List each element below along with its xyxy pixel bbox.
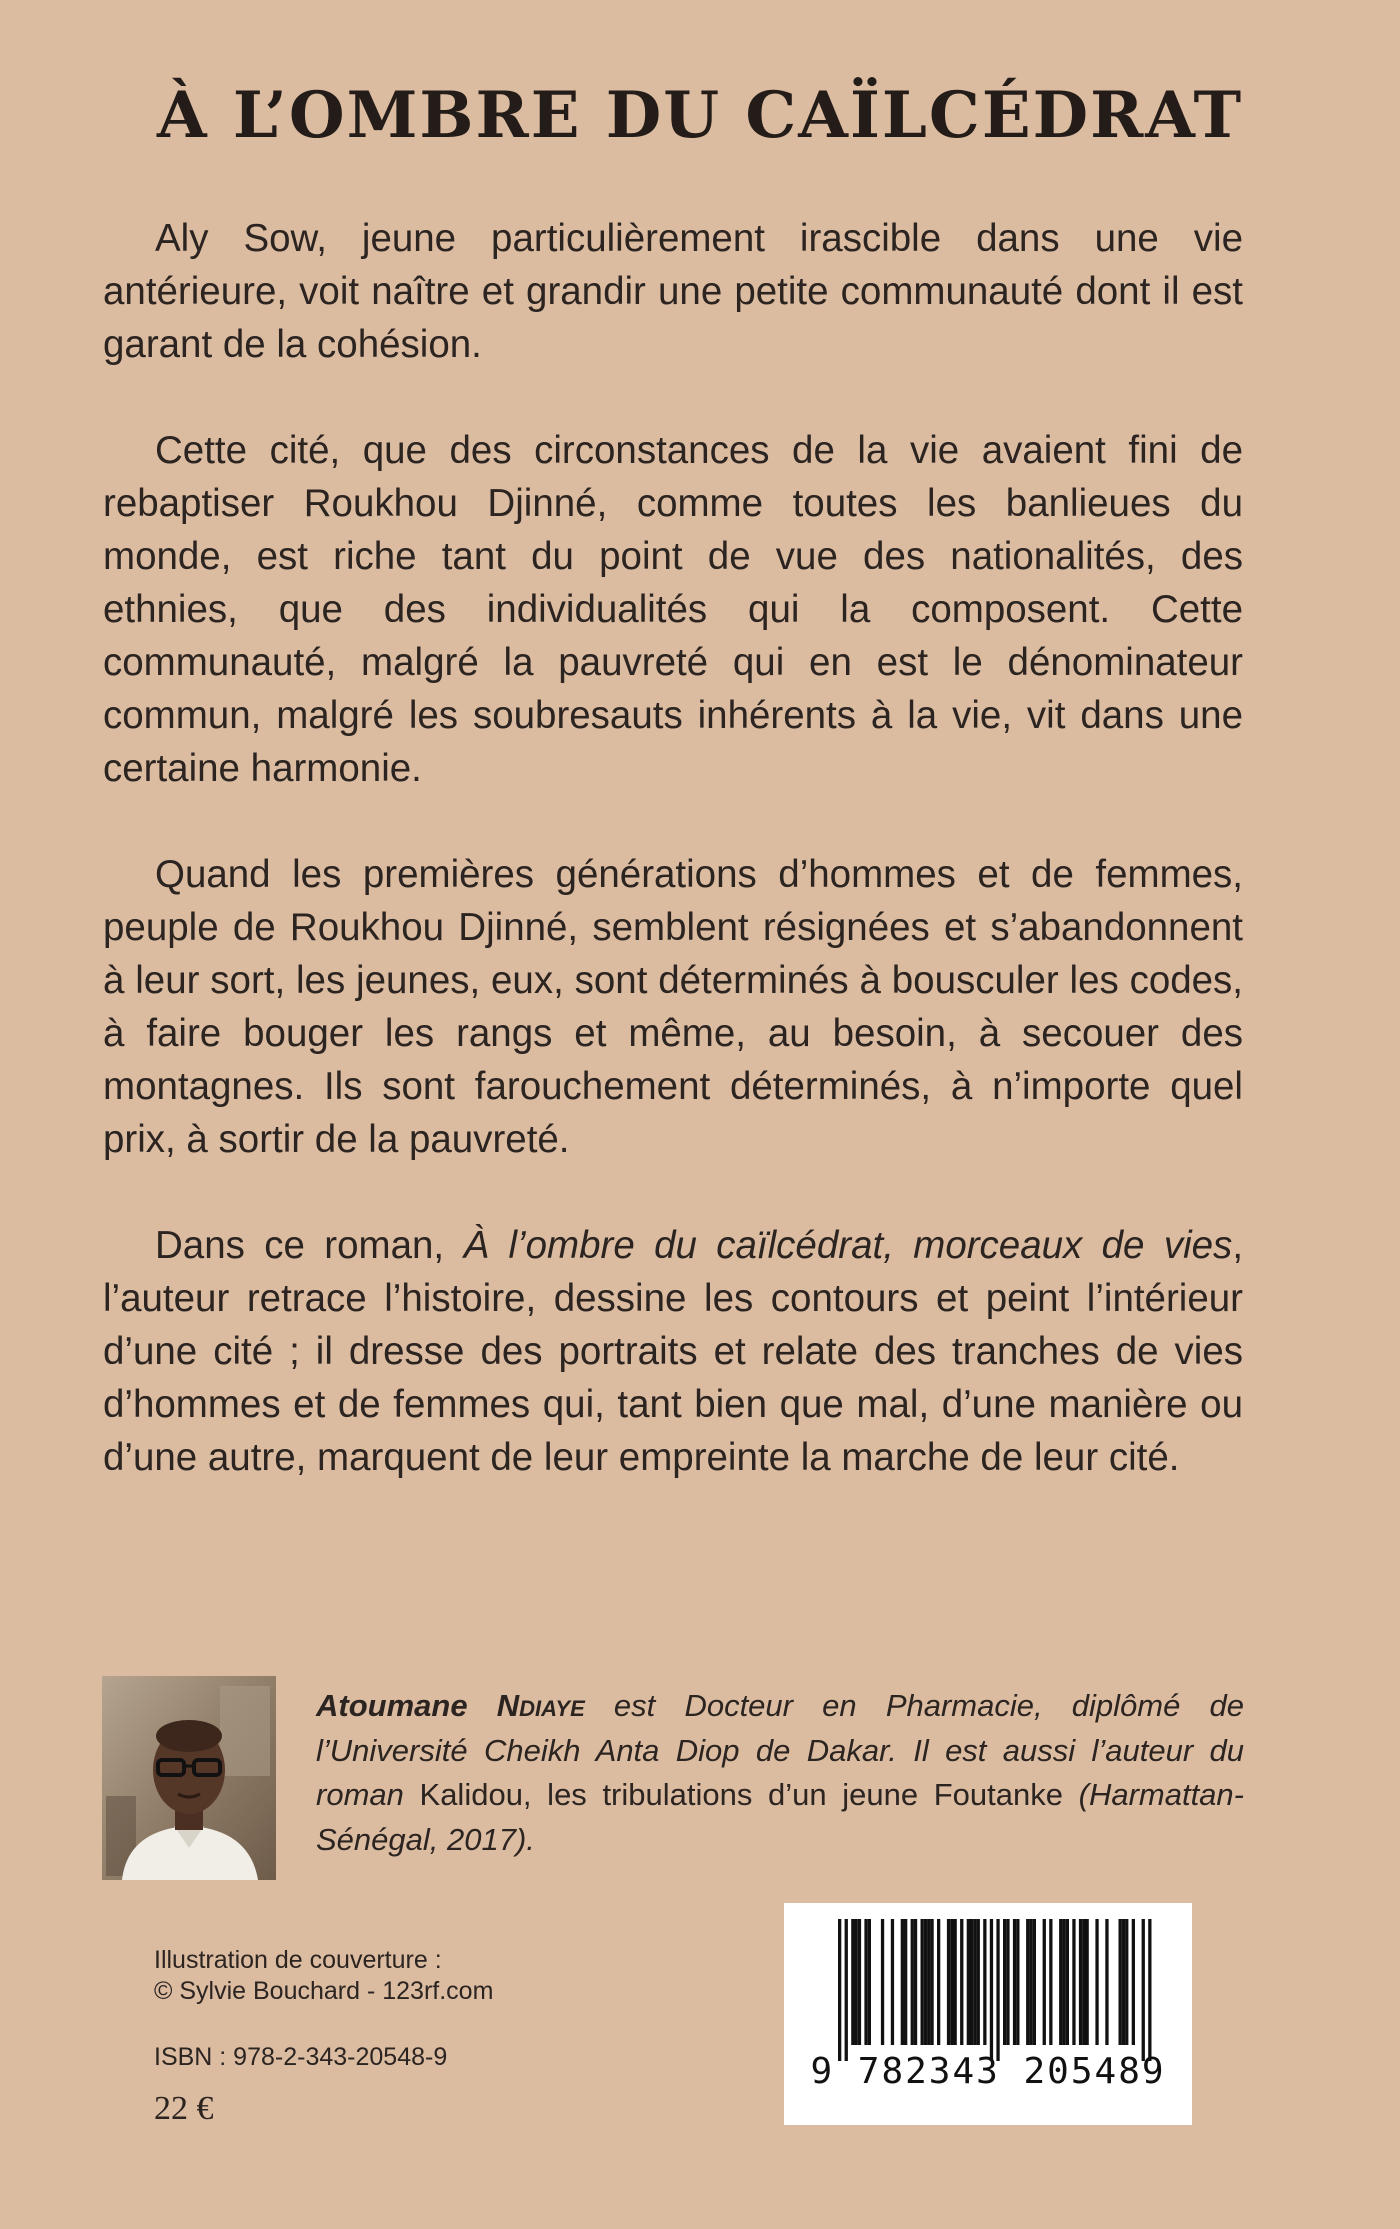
barcode-bar xyxy=(960,1919,963,2045)
barcode-bar xyxy=(930,1919,933,2045)
barcode-bar xyxy=(924,1919,927,2045)
barcode-bar xyxy=(950,1919,953,2045)
barcode-digits: 9 782343 205489 xyxy=(810,2051,1166,2092)
barcode xyxy=(784,1903,1192,2125)
price: 22 € xyxy=(154,2090,214,2127)
barcode-bar xyxy=(1125,1919,1128,2045)
barcode-bar xyxy=(1016,1919,1019,2045)
cover-credits xyxy=(154,1945,493,2007)
barcode-bar xyxy=(881,1919,884,2045)
barcode-bar xyxy=(851,1919,854,2045)
barcode-bar xyxy=(1006,1919,1009,2045)
barcode-bar xyxy=(921,1919,924,2045)
barcode-bar xyxy=(1142,1919,1145,2061)
barcode-bar xyxy=(838,1919,841,2061)
barcode-bar xyxy=(858,1919,861,2045)
barcode-bar xyxy=(1062,1919,1065,2045)
author-last-name: Ndiaye xyxy=(496,1688,585,1723)
barcode-bar xyxy=(1105,1919,1108,2045)
author-previous-book: Kalidou, les tribulations d’un jeune Foutanke xyxy=(419,1777,1063,1812)
barcode-bar xyxy=(1033,1919,1036,2045)
barcode-bar xyxy=(1148,1919,1151,2061)
barcode-bar xyxy=(911,1919,914,2045)
barcode-bar xyxy=(990,1919,993,2061)
blurb-book-title: À l’ombre du caïlcédrat, morceaux de vies xyxy=(463,1224,1233,1267)
barcode-bar xyxy=(845,1919,848,2061)
barcode-bar xyxy=(1066,1919,1069,2045)
barcode-bar xyxy=(977,1919,980,2045)
author-portrait-image xyxy=(102,1676,276,1880)
author-bio-text: est Docteur en Pharmacie, diplômé de l’Université Cheikh Anta Diop de Dakar. Il est aussi l’auteur du roman xyxy=(316,1688,1244,1812)
barcode-bar xyxy=(1122,1919,1125,2045)
author-publisher: (Harmattan-Sénégal, 2017). xyxy=(316,1777,1244,1857)
barcode-bar xyxy=(1043,1919,1046,2045)
author-photo xyxy=(102,1676,276,1880)
barcode-bar xyxy=(970,1919,973,2045)
barcode-bar xyxy=(954,1919,957,2045)
barcode-bar xyxy=(855,1919,858,2045)
isbn: ISBN : 978-2-343-20548-9 xyxy=(154,2043,448,2071)
barcode-bar xyxy=(1082,1919,1085,2045)
barcode-bar xyxy=(864,1919,867,2045)
author-first-name: Atoumane xyxy=(316,1688,468,1723)
barcode-bar xyxy=(1059,1919,1062,2045)
barcode-bar xyxy=(967,1919,970,2045)
barcode-bar xyxy=(1095,1919,1098,2045)
barcode-bar xyxy=(1072,1919,1075,2045)
barcode-bar xyxy=(973,1919,976,2045)
barcode-bar xyxy=(904,1919,907,2045)
barcode-bar xyxy=(1013,1919,1016,2045)
barcode-bar xyxy=(868,1919,871,2045)
barcode-bar xyxy=(937,1919,940,2045)
barcode-bar xyxy=(1029,1919,1032,2045)
barcode-bar xyxy=(914,1919,917,2045)
barcode-bar xyxy=(996,1919,999,2061)
barcode-bar xyxy=(1119,1919,1122,2045)
blurb-paragraph-3: Quand les premières générations d’hommes et de femmes, peuple de Roukhou Djinné, semblent résignées et s’abandonnent à leur sort, les jeunes, eux, sont déterminés à bousculer les codes, à faire bouger les rangs et même, au besoin, à secouer des montagnes. Ils sont farouchement déterminés, à n’importe quel prix, à sortir de la pauvreté. xyxy=(103,853,1243,1161)
book-title: À L’OMBRE DU CAÏLCÉDRAT xyxy=(156,78,1244,153)
author-bio xyxy=(316,1684,1244,1862)
blurb-paragraph-1: Aly Sow, jeune particulièrement irascible dans une vie antérieure, voit naître et grandir une petite communauté dont il est garant de la cohésion. xyxy=(103,217,1243,366)
author-name xyxy=(316,1688,585,1723)
blurb xyxy=(103,212,1243,1537)
barcode-bar xyxy=(1132,1919,1135,2045)
barcode-bar xyxy=(1003,1919,1006,2045)
barcode-bar xyxy=(1086,1919,1089,2045)
barcode-bar xyxy=(1049,1919,1052,2045)
barcode-bar xyxy=(947,1919,950,2045)
blurb-paragraph-2: Cette cité, que des circonstances de la vie avaient fini de rebaptiser Roukhou Djinné, comme toutes les banlieues du monde, est riche tant du point de vue des nationalités, des ethnies, que des individualités qui la composent. Cette communauté, malgré la pauvreté qui en est le dénominateur commun, malgré les soubresauts inhérents à la vie, vit dans une certaine harmonie. xyxy=(103,429,1243,790)
blurb-paragraph-4 xyxy=(103,1219,1243,1484)
barcode-bar xyxy=(1026,1919,1029,2045)
barcode-bar xyxy=(901,1919,904,2045)
blurb-p4-rest: , l’auteur retrace l’histoire, dessine les contours et peint l’intérieur d’une cité ; il dresse des portraits et relate des tranches de vies d’hommes et de femmes qui, tant bien que mal, d’une manière ou d’une autre, marquent de leur empreinte la marche de leur cité. xyxy=(103,1224,1244,1479)
credits-label: Illustration de couverture : xyxy=(154,1946,442,1974)
barcode-bar xyxy=(927,1919,930,2045)
barcode-bar xyxy=(983,1919,986,2045)
credits-source: © Sylvie Bouchard - 123rf.com xyxy=(154,1977,494,2005)
blurb-p4-intro: Dans ce roman, xyxy=(155,1224,464,1267)
barcode-bar xyxy=(1079,1919,1082,2045)
barcode-bar xyxy=(891,1919,894,2045)
